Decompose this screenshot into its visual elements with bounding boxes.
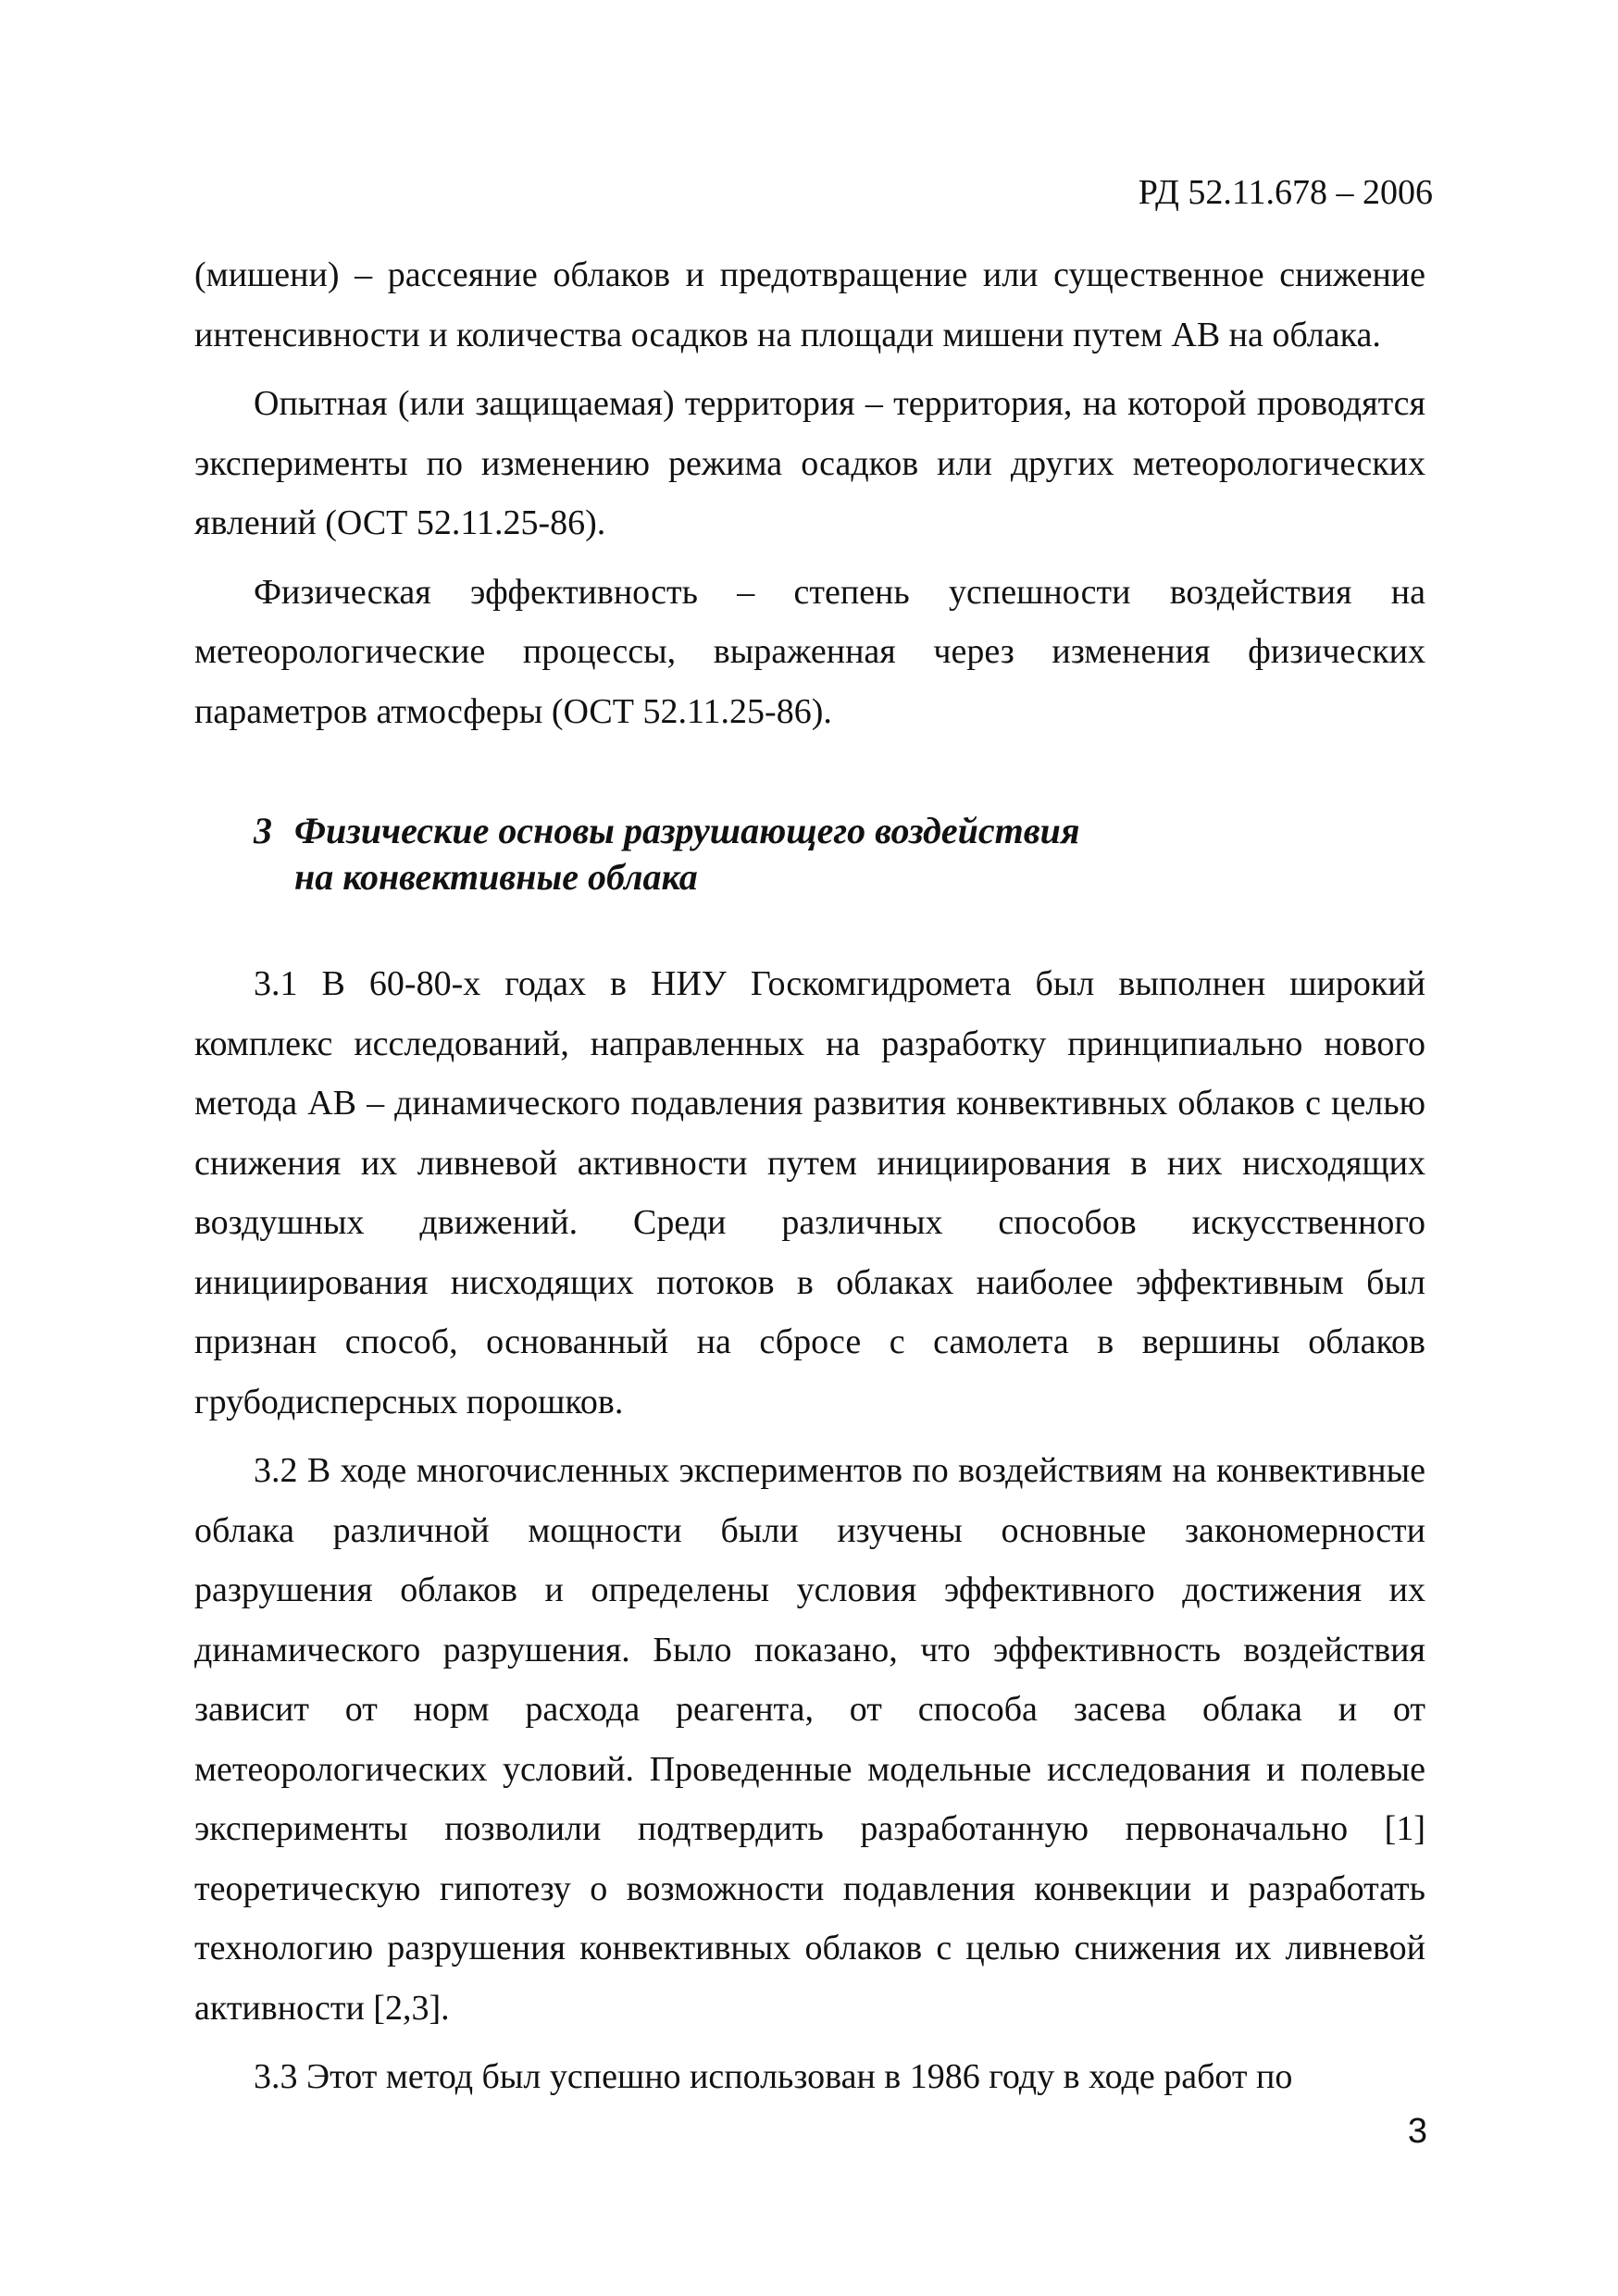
clause-3-1: 3.1 В 60-80-х годах в НИУ Госкомгидромета был выполнен широкий комплекс исследований, направленных на разработку принципиально нового метода АВ – динамического подавления развития конвективных облаков с целью снижения их ливневой активности путем инициирования в них нисходящих воздушных движений. Среди различных способов искусственного инициирования нисходящих потоков в облаках наиболее эффективным был признан способ, основанный на сбросе с самолета в вершины облаков грубодисперсных порошков. (194, 964, 1425, 1421)
paragraph-experimental-territory: Опытная (или защищаемая) территория – территория, на которой проводятся эксперименты по изменению режима осадков или других метеорологических явлений (ОСТ 52.11.25-86). (194, 384, 1425, 542)
section-title-line-2: на конвективные облака (294, 856, 698, 898)
section-number: 3 (254, 810, 272, 851)
clause-3-3: 3.3 Этот метод был успешно использован в 1986 году в ходе работ по (254, 2057, 1293, 2096)
document-body (194, 245, 1425, 2116)
section-heading (254, 808, 1425, 900)
page-number: 3 (1407, 2112, 1427, 2151)
section-title-line-1: Физические основы разрушающего воздействия (294, 810, 1080, 851)
clause-3-2: 3.2 В ходе многочисленных экспериментов по воздействиям на конвективные облака различной мощности были изучены основные закономерности разрушения облаков и определены условия эффективного достижения их динамического разрушения. Было показано, что эффективность воздействия зависит от норм расхода реагента, от способа засева облака и от метеорологических условий. Проведенные модельные исследования и полевые эксперименты позволили подтвердить разработанную первоначально [1] теоретическую гипотезу о возможности подавления конвекции и разработать технологию разрушения конвективных облаков с целью снижения их ливневой активности [2,3]. (194, 1451, 1425, 2028)
paragraph-target-definition: (мишени) – рассеяние облаков и предотвращение или существенное снижение интенсивности и количества осадков на площади мишени путем АВ на облака. (194, 255, 1425, 354)
paragraph-physical-efficiency: Физическая эффективность – степень успешности воздействия на метеорологические процессы, выраженная через изменения физических параметров атмосферы (ОСТ 52.11.25-86). (194, 572, 1425, 731)
document-code: РД 52.11.678 – 2006 (1138, 173, 1433, 212)
